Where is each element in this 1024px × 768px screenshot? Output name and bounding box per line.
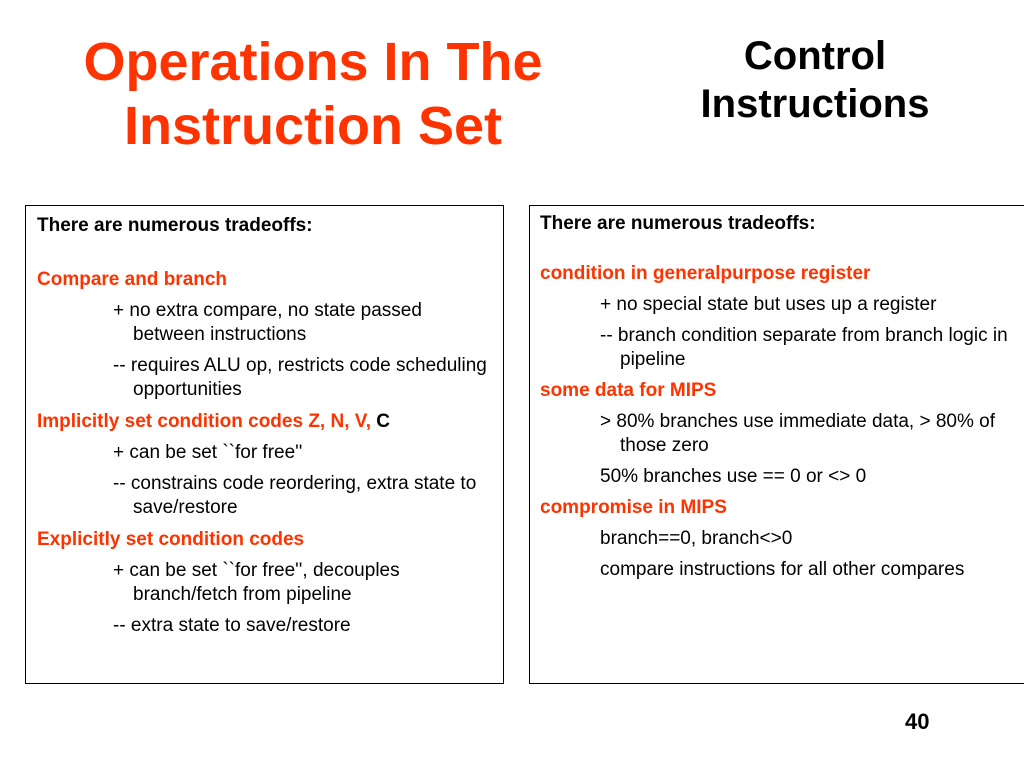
section-heading-condition-register: condition in generalpurpose register — [540, 263, 871, 284]
bullet-item: + no extra compare, no state passed between instructions — [113, 300, 422, 345]
slide-title-line-2: Instruction Set — [123, 96, 503, 156]
bullet-item: + no special state but uses up a register — [600, 294, 937, 315]
right-text-panel — [529, 205, 1024, 684]
left-text-panel — [25, 205, 504, 684]
slide-subtitle — [655, 32, 975, 128]
section-heading-compare-and-branch: Compare and branch — [37, 269, 228, 290]
section-heading-implicit-condition-codes: Implicitly set condition codes Z, N, V, C — [37, 411, 390, 432]
bullet-item: compare instructions for all other compares — [600, 559, 965, 580]
bullet-item: + can be set ``for free'' — [113, 442, 303, 463]
bullet-item: > 80% branches use immediate data, > 80% of those zero — [600, 411, 996, 456]
section-heading-mips-data: some data for MIPS — [540, 380, 717, 401]
bullet-item: -- branch condition separate from branch logic in pipeline — [600, 325, 1008, 370]
right-panel-intro: There are numerous tradeoffs: — [540, 213, 816, 234]
section-heading-mips-compromise: compromise in MIPS — [540, 497, 727, 518]
bullet-item: + can be set ``for free'', decouples branch/fetch from pipeline — [113, 560, 400, 605]
section-heading-explicit-condition-codes: Explicitly set condition codes — [37, 529, 305, 550]
left-panel-intro: There are numerous tradeoffs: — [37, 215, 313, 236]
slide-subtitle-line-2: Instructions — [700, 82, 930, 126]
slide-title-line-1: Operations In The — [83, 32, 543, 92]
bullet-item: -- extra state to save/restore — [113, 615, 351, 636]
bullet-item: -- requires ALU op, restricts code scheduling opportunities — [113, 355, 487, 400]
slide-title — [18, 30, 608, 158]
bullet-item: 50% branches use == 0 or <> 0 — [600, 466, 867, 487]
slide-subtitle-line-1: Control — [743, 34, 887, 78]
bullet-item: branch==0, branch<>0 — [600, 528, 793, 549]
page-number: 40 — [905, 709, 930, 734]
bullet-item: -- constrains code reordering, extra state to save/restore — [113, 473, 477, 518]
